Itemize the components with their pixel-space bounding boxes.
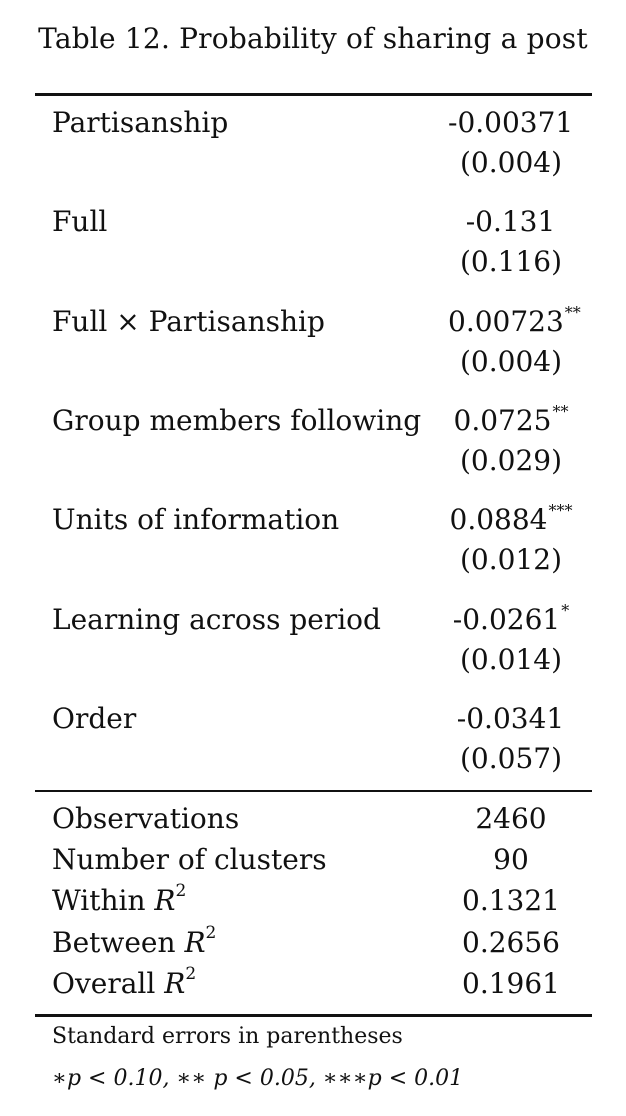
stat-row	[52, 964, 592, 1007]
table-row	[52, 402, 592, 477]
variable-label: Units of information	[52, 503, 340, 536]
variable-label: Full	[52, 205, 108, 238]
standard-error: (0.012)	[459, 543, 562, 576]
stat-value: 0.1961	[462, 967, 560, 1000]
top-rule	[35, 93, 592, 96]
stat-label: Overall $R^2$	[52, 964, 197, 1000]
stat-row	[52, 843, 592, 883]
table-row	[52, 702, 592, 775]
standard-error: (0.004)	[459, 146, 562, 179]
table-row	[52, 303, 592, 378]
coefficient: -0.00371	[448, 106, 574, 139]
coefficient: 0.00723**	[448, 303, 581, 338]
coefficient: 0.0884***	[449, 501, 573, 536]
standard-error: (0.057)	[459, 742, 562, 775]
standard-error: (0.029)	[459, 444, 562, 477]
table-row	[52, 106, 592, 179]
coefficient: 0.0725**	[453, 402, 569, 437]
stat-value: 0.2656	[462, 926, 560, 959]
table-row	[52, 501, 592, 576]
footnote-significance: ∗p < 0.10, ∗∗ p < 0.05, ∗∗∗p < 0.01	[52, 1066, 464, 1091]
stat-row	[52, 802, 592, 842]
stat-label: Observations	[52, 802, 240, 835]
variable-label: Learning across period	[52, 603, 381, 636]
stat-label: Between $R^2$	[52, 923, 217, 959]
stat-label: Number of clusters	[52, 843, 327, 876]
coefficient: -0.0261*	[452, 601, 570, 636]
stat-label: Within $R^2$	[52, 881, 187, 917]
stat-row	[52, 881, 592, 924]
stat-value: 0.1321	[462, 884, 560, 917]
standard-error: (0.116)	[459, 245, 562, 278]
stat-value: 2460	[475, 802, 547, 835]
standard-error: (0.004)	[459, 345, 562, 378]
variable-label: Group members following	[52, 404, 422, 437]
coefficient: -0.0341	[456, 702, 565, 735]
standard-error: (0.014)	[459, 643, 562, 676]
bottom-rule	[35, 1014, 592, 1017]
table-row	[52, 601, 592, 676]
coefficient: -0.131	[465, 205, 556, 238]
variable-label: Full × Partisanship	[52, 305, 325, 338]
stat-value: 90	[493, 843, 529, 876]
stat-row	[52, 923, 592, 966]
variable-label: Order	[52, 702, 137, 735]
middle-rule	[35, 790, 592, 792]
table-row	[52, 205, 592, 278]
table-caption: Table 12. Probability of sharing a post	[38, 22, 588, 55]
variable-label: Partisanship	[52, 106, 229, 139]
footnote-standard-errors: Standard errors in parentheses	[52, 1024, 403, 1049]
